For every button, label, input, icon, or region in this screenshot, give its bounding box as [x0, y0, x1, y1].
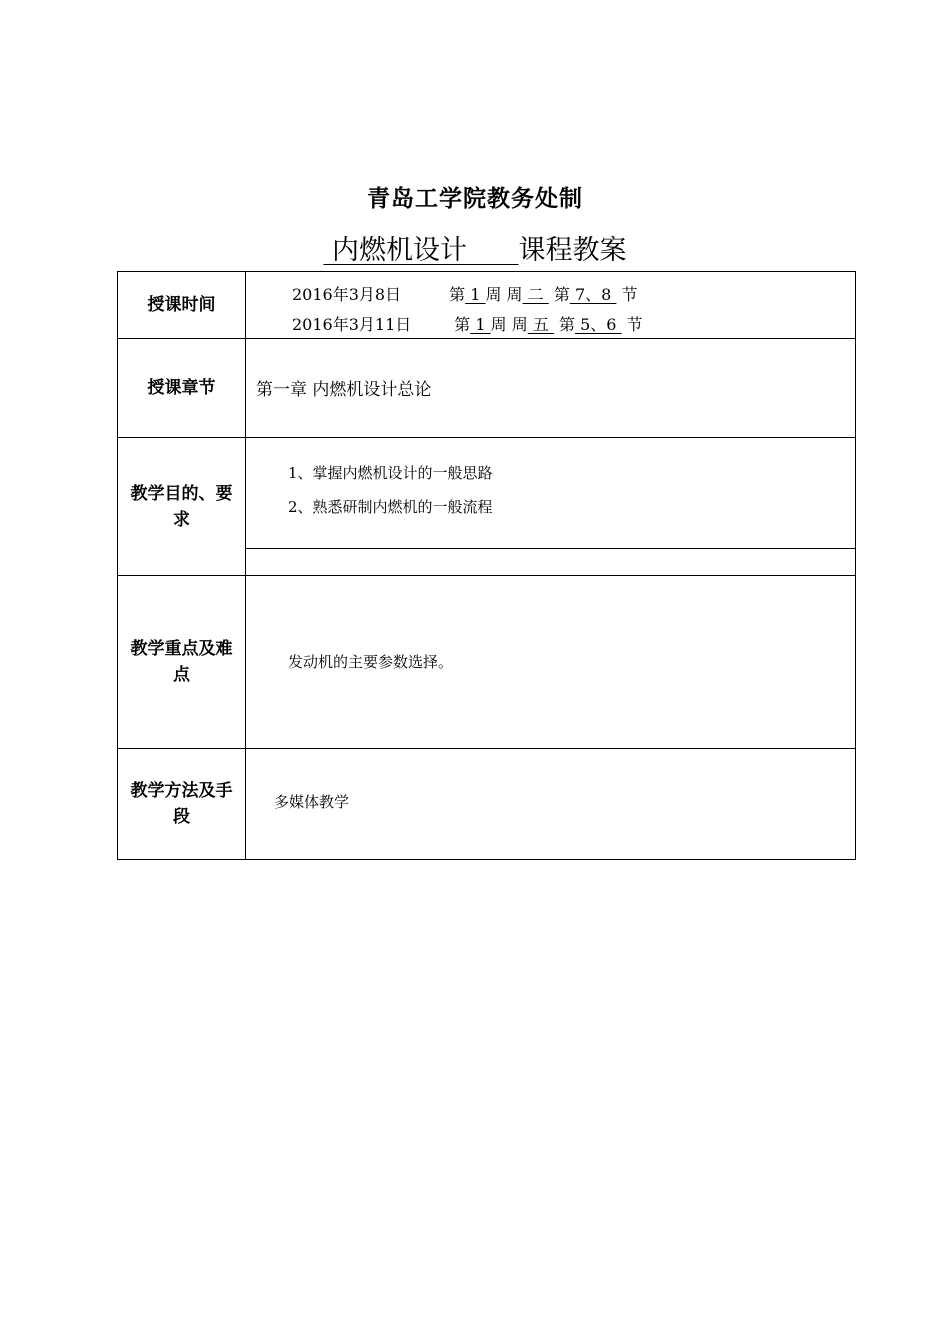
objectives-content [246, 438, 855, 575]
institution-title: 青岛工学院教务处制 [367, 185, 583, 212]
key-points-text: 发动机的主要参数选择。 [288, 653, 454, 671]
methods-text: 多媒体教学 [274, 793, 350, 811]
schedule-line: 2016年3月11日 第 1 周 周 五 第 5、6 节 [292, 315, 643, 334]
chapter-content [246, 339, 855, 437]
label-teaching-time: 授课时间 [118, 272, 246, 338]
doc-type: 课程教案 [518, 235, 627, 266]
lesson-plan-table [117, 271, 856, 860]
document-title [0, 228, 950, 267]
row-objectives [118, 438, 855, 576]
row-methods [118, 749, 855, 859]
label-objectives: 教学目的、要求 [118, 438, 246, 575]
cell-divider [246, 548, 855, 549]
objective-item: 1、掌握内燃机设计的一般思路 [288, 464, 493, 482]
teaching-time-content [246, 272, 855, 338]
row-key-points [118, 576, 855, 749]
label-key-points: 教学重点及难点 [118, 576, 246, 748]
row-chapter [118, 339, 855, 438]
methods-content [246, 749, 855, 859]
chapter-text: 第一章 内燃机设计总论 [256, 380, 432, 400]
objective-item: 2、熟悉研制内燃机的一般流程 [288, 498, 493, 516]
row-teaching-time [118, 272, 855, 339]
label-chapter: 授课章节 [118, 339, 246, 437]
label-methods: 教学方法及手段 [118, 749, 246, 859]
course-name: 内燃机设计 [323, 235, 468, 266]
schedule-line: 2016年3月8日 第 1 周 周 二 第 7、8 节 [292, 285, 638, 304]
key-points-content [246, 576, 855, 748]
